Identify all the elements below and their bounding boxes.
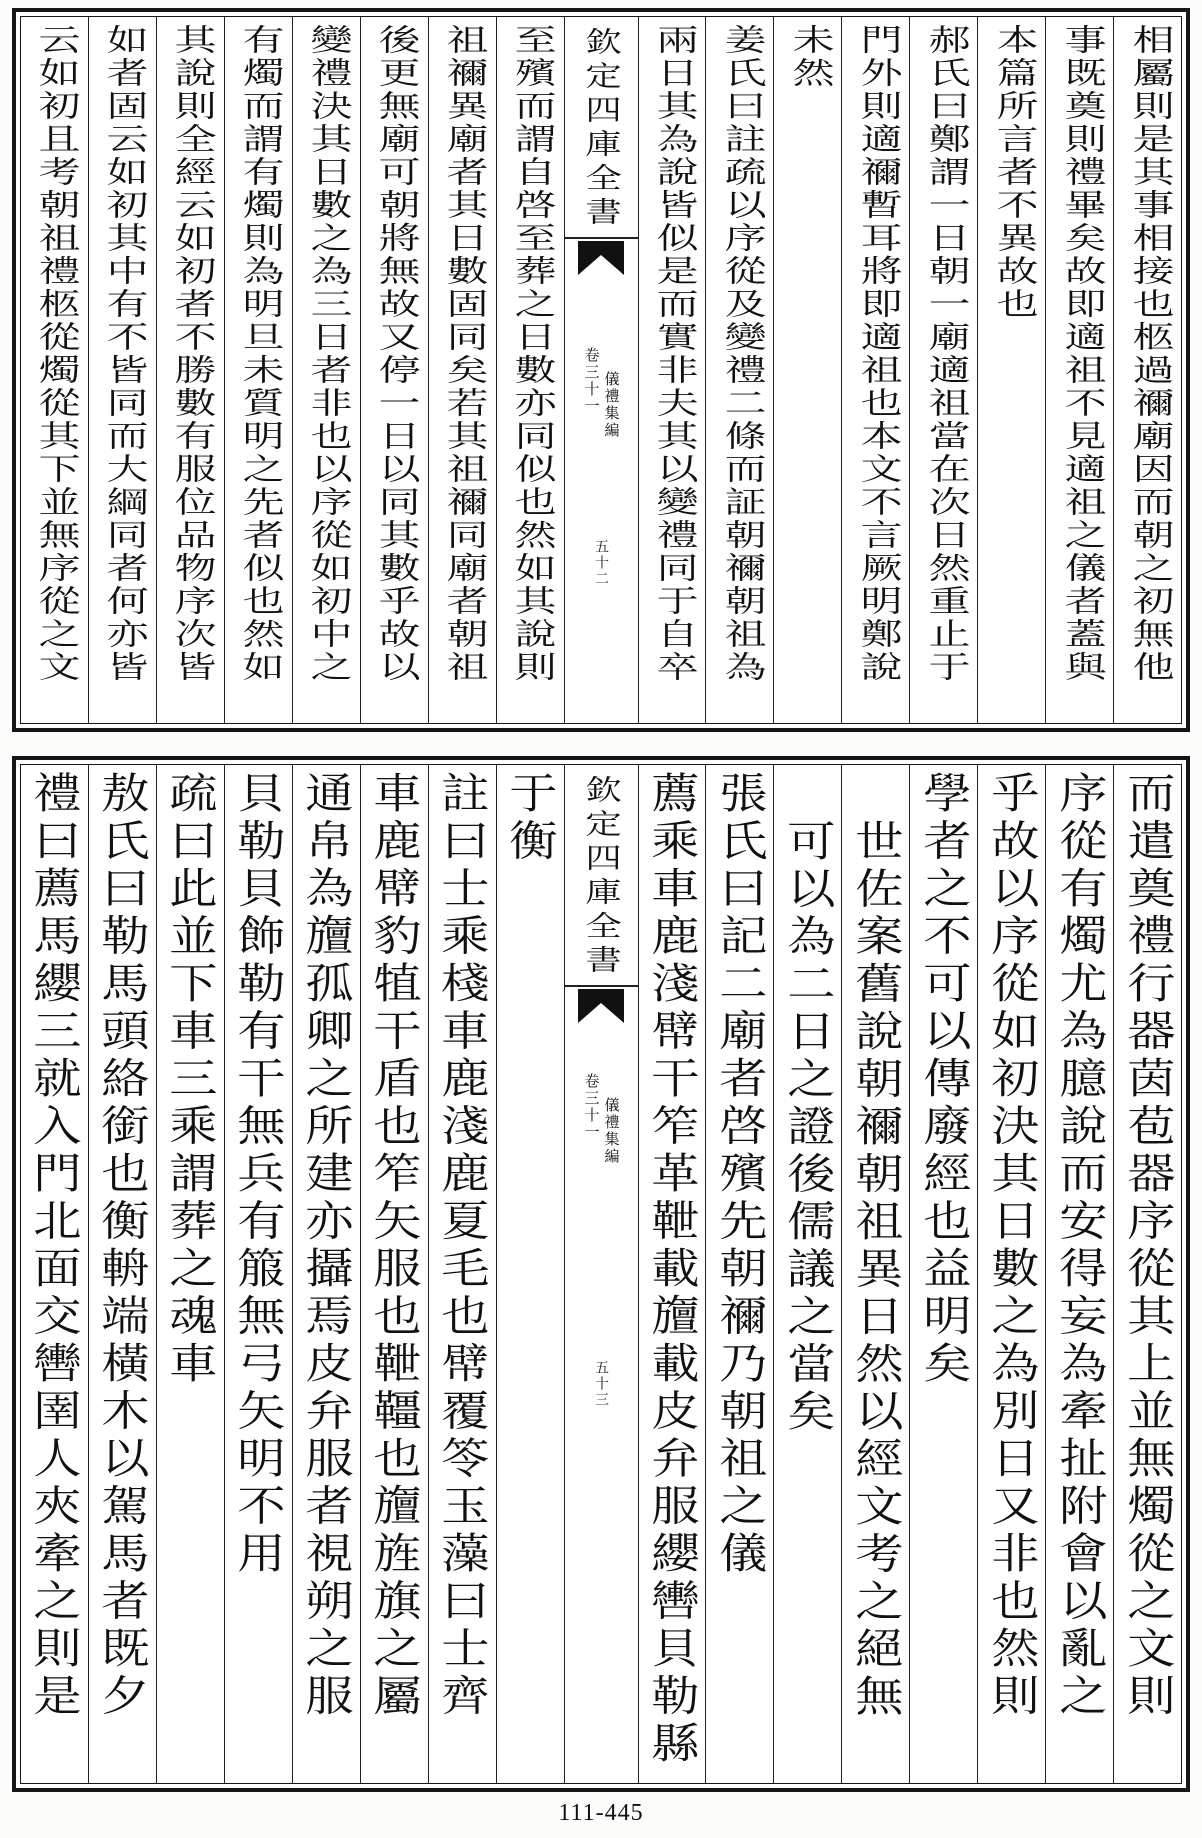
column-text: 而遣奠禮行器茵苞器序從其上並無燭從之文則 xyxy=(1119,771,1177,1721)
text-column xyxy=(977,765,1045,1783)
column-text: 疏曰此並下車三乘謂葬之魂車 xyxy=(162,771,220,1389)
text-column xyxy=(705,765,773,1783)
text-column xyxy=(773,17,841,723)
column-text: 至殯而謂自啓至葬之日數亦同似也然如其說則 xyxy=(506,24,556,684)
page-body xyxy=(20,16,1182,724)
column-text: 如者固云如初其中有不皆同而大綱同者何亦皆 xyxy=(98,24,148,684)
text-column xyxy=(841,17,909,723)
text-column xyxy=(977,17,1045,723)
fish-tail-mark xyxy=(578,989,624,1023)
column-text: 後更無廟可朝將無故又停一日以同其數乎故以 xyxy=(370,24,420,684)
banner-book-info xyxy=(584,347,619,439)
fish-tail-mark xyxy=(578,241,624,275)
text-column xyxy=(360,765,428,1783)
text-column xyxy=(496,17,564,723)
column-text: 本篇所言者不異故也 xyxy=(987,24,1037,321)
text-column xyxy=(224,765,292,1783)
text-column xyxy=(428,17,496,723)
column-text: 車鹿幦豹犆干盾也笮矢服也靾韁也旜旌旗之屬 xyxy=(366,771,423,1721)
page-frame-bottom xyxy=(12,756,1190,1792)
text-column xyxy=(909,765,977,1783)
column-text: 學者之不可以傳廢經也益明矣 xyxy=(916,771,973,1389)
text-column xyxy=(21,17,88,723)
column-text: 有燭而謂有燭則為明旦未質明之先者似也然如 xyxy=(234,24,284,684)
banner-book-title: 儀禮集編 xyxy=(602,1096,621,1165)
column-text: 可以為二日之證後儒議之當矣 xyxy=(780,819,837,1437)
column-text: 未然 xyxy=(784,24,834,90)
text-column xyxy=(428,765,496,1783)
column-text: 通帛為旜孤卿之所建亦攝焉皮弁服者視朔之服 xyxy=(298,771,355,1721)
text-column xyxy=(705,17,773,723)
column-text: 張氏曰記二廟者啓殯先朝禰乃朝祖之儀 xyxy=(712,771,769,1579)
column-text: 貝勒貝飾勒有干無兵有箙無弓矢明不用 xyxy=(230,771,288,1579)
column-text: 世佐案舊說朝禰朝祖異日然以經文考之絕無 xyxy=(848,819,905,1722)
page-frame-top xyxy=(12,8,1190,732)
column-text: 薦乘車鹿淺幦干笮革靾載旜載皮弁服纓轡貝勒縣 xyxy=(644,771,701,1769)
column-text: 序從有燭尤為臆說而安得妄為牽扯附會以亂之 xyxy=(1051,771,1109,1721)
column-text: 乎故以序從如初決其日數之為別日又非也然則 xyxy=(984,771,1041,1721)
text-column xyxy=(156,17,224,723)
banner-series-title: 欽定四庫全書 xyxy=(580,27,624,231)
column-text: 祖禰異廟者其日數固同矣若其祖禰同廟者朝祖 xyxy=(438,24,488,684)
text-column xyxy=(224,17,292,723)
column-text: 相屬則是其事相接也柩過禰廟因而朝之初無他 xyxy=(1123,24,1173,684)
text-column xyxy=(292,765,360,1783)
banner-rule xyxy=(565,985,638,987)
footer-page-code: 111-445 xyxy=(558,1800,644,1826)
banner-column xyxy=(564,17,638,723)
text-column xyxy=(1113,765,1181,1783)
text-column xyxy=(1045,765,1113,1783)
text-column xyxy=(841,765,909,1783)
column-text: 註曰士乘棧車鹿淺鹿夏毛也幦覆笭玉藻曰士齊 xyxy=(434,771,491,1721)
text-column xyxy=(638,765,706,1783)
text-column xyxy=(21,765,88,1783)
text-column xyxy=(1045,17,1113,723)
text-column xyxy=(496,765,564,1783)
text-column xyxy=(773,765,841,1783)
column-text: 變禮決其日數之為三日者非也以序從如初中之 xyxy=(302,24,352,684)
column-text: 事既奠則禮畢矣故即適祖不見適祖之儀者蓋與 xyxy=(1055,24,1105,684)
column-text: 云如初且考朝祖禮柩從燭從其下並無序從之文 xyxy=(30,24,80,684)
text-column xyxy=(638,17,706,723)
column-text: 門外則適禰暫耳將即適祖也本文不言厥明鄭說 xyxy=(851,24,901,684)
text-column xyxy=(1113,17,1181,723)
column-text: 其說則全經云如初者不勝數有服位品物序次皆 xyxy=(166,24,216,684)
column-text: 禮曰薦馬纓三就入門北面交轡圉人夾牽之則是 xyxy=(26,771,84,1721)
banner-book-title: 儀禮集編 xyxy=(602,370,621,439)
column-text: 于衡 xyxy=(502,771,559,866)
column-text: 兩日其為說皆似是而實非夫其以變禮同于自卒 xyxy=(648,24,698,684)
banner-volume: 卷三十一 xyxy=(582,346,601,415)
text-column xyxy=(156,765,224,1783)
column-text: 敖氏曰勒馬頭絡銜也衡輈端橫木以駕馬者既夕 xyxy=(94,771,152,1721)
text-column xyxy=(88,765,156,1783)
text-column xyxy=(360,17,428,723)
banner-rule xyxy=(565,237,638,239)
banner-book-info xyxy=(584,1073,619,1165)
page-body xyxy=(20,764,1182,1784)
banner-column xyxy=(564,765,638,1783)
column-text: 郝氏曰鄭謂一日朝一廟適祖當在次日然重止于 xyxy=(919,24,969,684)
banner-series-title: 欽定四庫全書 xyxy=(580,775,624,979)
text-column xyxy=(88,17,156,723)
text-column xyxy=(292,17,360,723)
banner-page-number: 五十三 xyxy=(593,1359,609,1408)
text-column xyxy=(909,17,977,723)
banner-volume: 卷三十一 xyxy=(582,1072,601,1141)
column-text: 姜氏曰註疏以序從及變禮二條而証朝禰朝祖為 xyxy=(716,24,766,684)
banner-page-number: 五十二 xyxy=(593,538,609,587)
